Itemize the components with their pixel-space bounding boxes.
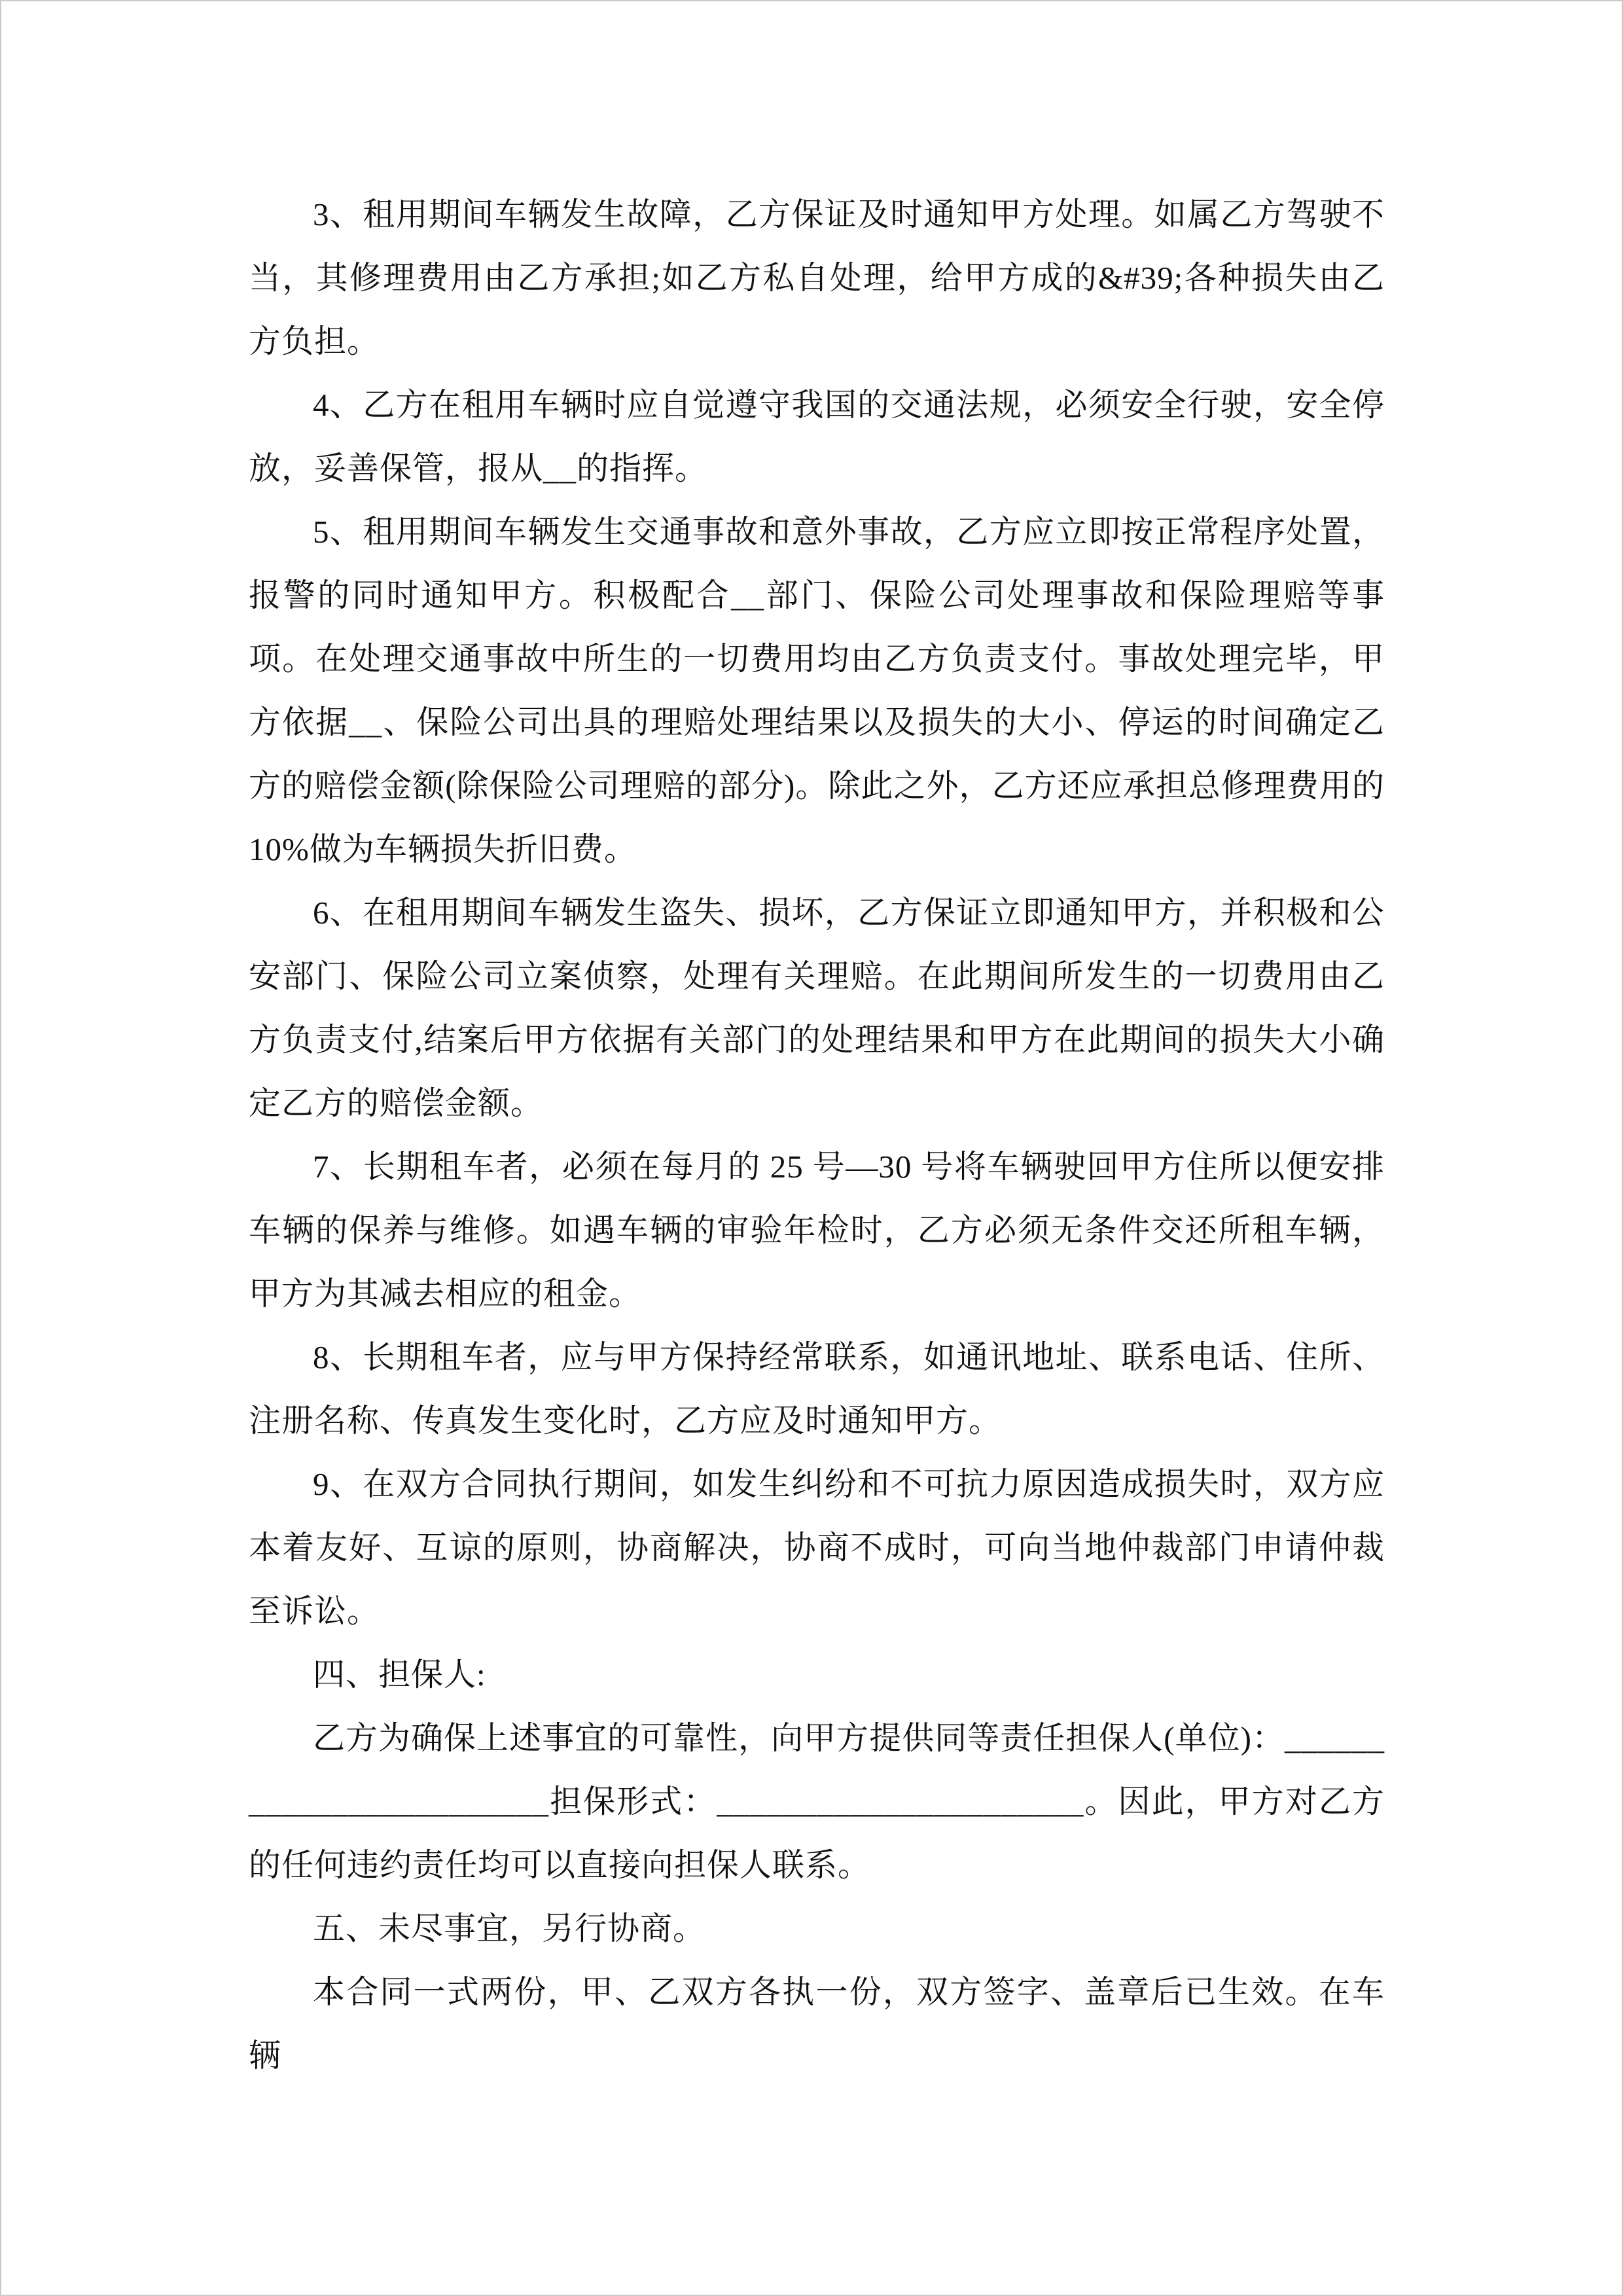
guarantor-paragraph: 乙方为确保上述事宜的可靠性，向甲方提供同等责任担保人(单位)：________________________担保形式：______________________。因此，甲方对乙方的任何违约责任均可以直接向担保人联系。 [249, 1720, 1385, 1883]
clause-6-paragraph: 6、在租用期间车辆发生盗失、损坏，乙方保证立即通知甲方，并积极和公安部门、保险公司立案侦察，处理有关理赔。在此期间所发生的一切费用由乙方负责支付,结案后甲方依据有关部门的处理结果和甲方在此期间的损失大小确定乙方的赔偿金额。 [249, 895, 1385, 1121]
clause-5-paragraph: 5、租用期间车辆发生交通事故和意外事故，乙方应立即按正常程序处置，报警的同时通知甲方。积极配合__部门、保险公司处理事故和保险理赔等事项。在处理交通事故中所生的一切费用均由乙方负责支付。事故处理完毕，甲方依据__、保险公司出具的理赔处理结果以及损失的大小、停运的时间确定乙方的赔偿金额(除保险公司理赔的部分)。除此之外，乙方还应承担总修理费用的 10%做为车辆损失折旧费。 [249, 514, 1385, 867]
clause-4-paragraph: 4、乙方在租用车辆时应自觉遵守我国的交通法规，必须安全行驶，安全停放，妥善保管，报从__的指挥。 [249, 387, 1385, 486]
clause-3-paragraph: 3、租用期间车辆发生故障，乙方保证及时通知甲方处理。如属乙方驾驶不当，其修理费用由乙方承担;如乙方私自处理，给甲方成的&#39;各种损失由乙方负担。 [249, 196, 1385, 359]
clause-8-paragraph: 8、长期租车者，应与甲方保持经常联系，如通讯地址、联系电话、住所、注册名称、传真发生变化时，乙方应及时通知甲方。 [249, 1339, 1385, 1439]
closing-paragraph: 本合同一式两份，甲、乙双方各执一份，双方签字、盖章后已生效。在车辆 [249, 1974, 1385, 2073]
section-4-heading: 四、担保人: [313, 1657, 486, 1693]
clause-9-paragraph: 9、在双方合同执行期间，如发生纠纷和不可抗力原因造成损失时，双方应本着友好、互谅的原则，协商解决，协商不成时，可向当地仲裁部门申请仲裁至诉讼。 [249, 1466, 1385, 1629]
contract-body [249, 183, 1385, 2087]
section-5-heading: 五、未尽事宜，另行协商。 [313, 1910, 706, 1946]
clause-7-paragraph: 7、长期租车者，必须在每月的 25 号—30 号将车辆驶回甲方住所以便安排车辆的保养与维修。如遇车辆的审验年检时，乙方必须无条件交还所租车辆，甲方为其减去相应的租金。 [249, 1149, 1385, 1312]
